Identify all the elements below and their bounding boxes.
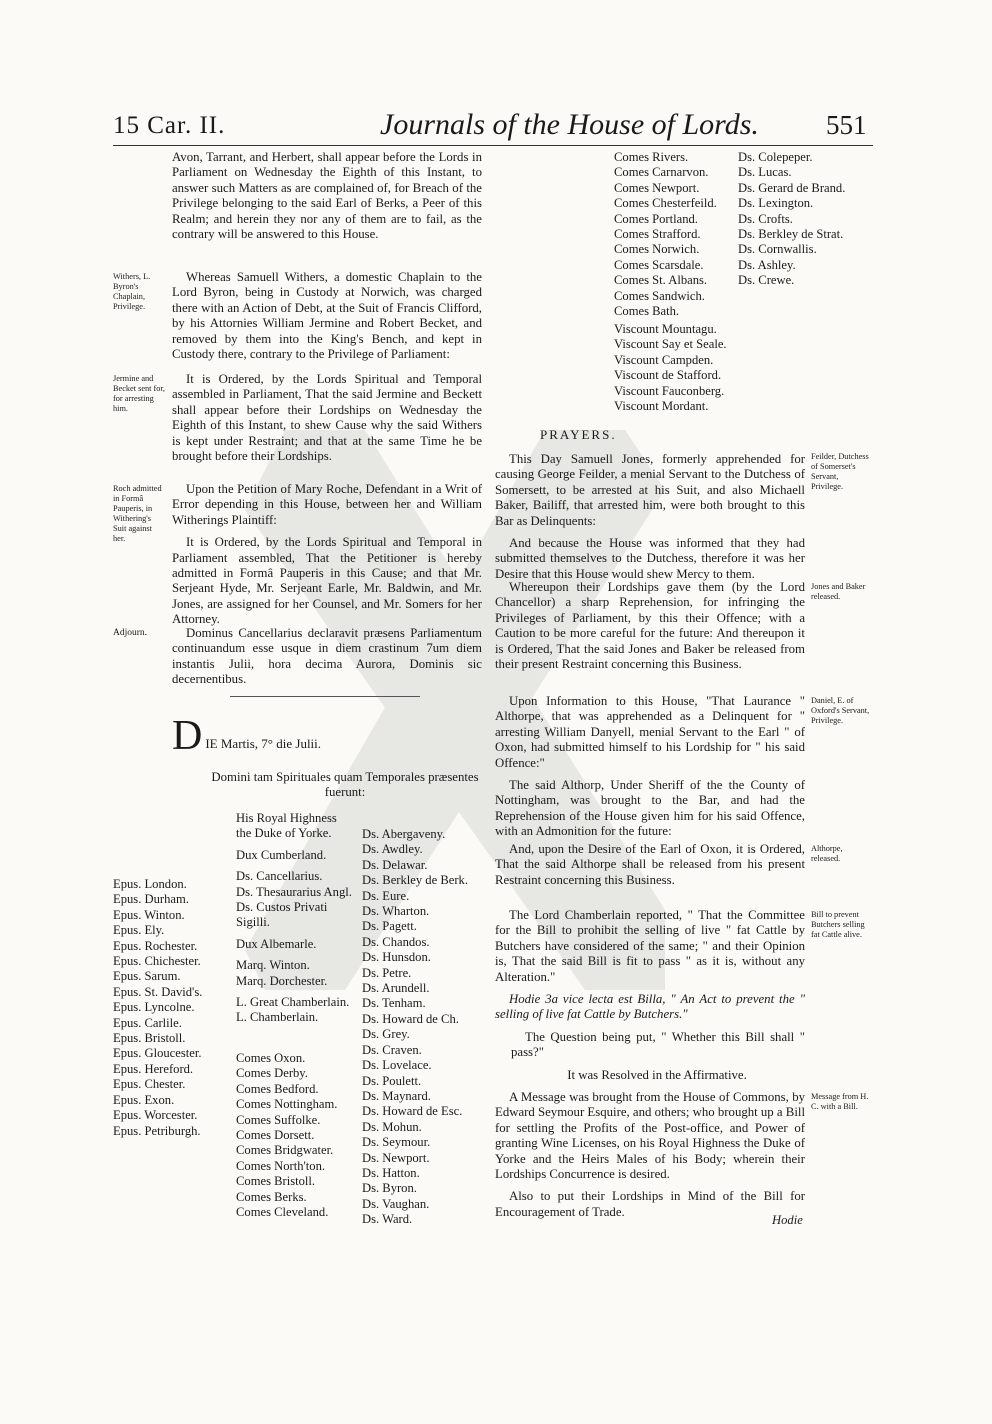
list-item: Epus. Rochester.	[113, 938, 198, 953]
list-item: Comes Derby.	[236, 1066, 308, 1081]
list-item: Ds. Lucas.	[738, 165, 792, 180]
list-item: Epus. Hereford.	[113, 1061, 194, 1076]
list-item: Ds. Awdley.	[362, 842, 423, 857]
list-item: Comes Bridgwater.	[236, 1143, 334, 1158]
list-item: Epus. Lyncolne.	[113, 1000, 195, 1015]
margin-note-daniel: Daniel, E. of Oxford's Servant, Privilege.	[811, 696, 870, 725]
list-item: Marq. Winton.	[236, 958, 310, 973]
catchword: Hodie	[772, 1213, 803, 1227]
list-item: Ds. Colepeper.	[738, 150, 813, 164]
message-paragraphs: A Message was brought from the House of Commons, by Edward Seymour Esquire, and others; who brought up a Bill for settling the Profits of the Post-office, and Power of granting Wine Licenses, on his Royal Highness the Duke of Yorke and the Heirs Males of his Body; wherein their Lordships Concurrence is desired. Also to put their Lordships in Mind of the Bill for Encouragement of Trade.	[495, 1090, 805, 1219]
adjourn-paragraph: Dominus Cancellarius declaravit præsens Parliamentum continuandum esse usque in diem crastinum 7um diem instantis Julii, hora decima Aurora, Dominis sic decernentibus.	[172, 626, 482, 687]
list-item: Viscount Fauconberg.	[614, 383, 725, 398]
barons-list-right	[738, 150, 878, 289]
list-item: Dux Cumberland.	[236, 847, 327, 862]
list-item: L. Chamberlain.	[236, 1010, 319, 1025]
list-item: Ds. Delawar.	[362, 857, 428, 872]
list-item: Ds. Newport.	[362, 1150, 430, 1165]
page-number: 551	[826, 110, 867, 140]
list-item: Dux Albemarle.	[236, 936, 317, 951]
list-item: Ds. Gerard de Brand.	[738, 180, 846, 195]
list-item: Comes Sandwich.	[614, 288, 705, 303]
list-item: Epus. Durham.	[113, 892, 189, 907]
list-item: Comes Bedford.	[236, 1081, 319, 1096]
list-item: Ds. Crewe.	[738, 273, 795, 288]
list-item: Ds. Berkley de Strat.	[738, 227, 844, 242]
margin-note-bill: Bill to prevent Butchers selling fat Cattle alive.	[811, 910, 865, 939]
list-item: Ds. Chandos.	[362, 934, 430, 949]
viscounts-list	[614, 322, 744, 414]
list-item: Comes Bath.	[614, 304, 680, 319]
list-item: Ds. Eure.	[362, 888, 410, 903]
list-item: Comes Norwich.	[614, 242, 700, 257]
date-heading	[172, 713, 472, 759]
list-item: Epus. Ely.	[113, 923, 165, 938]
list-item: Ds. Howard de Esc.	[362, 1104, 463, 1119]
earls-list-right	[614, 150, 739, 319]
jones-order: Whereupon their Lordships gave them (by the Lord Chancellor) a sharp Reprehension, for infringing the Privileges of Parliament, by this their Offence; with a Caution to be more careful for the future: And thereupon it is Ordered, That the said Jones and Baker be released from their present Restraint concerning this Business.	[495, 580, 805, 672]
list-item: Comes Nottingham.	[236, 1097, 338, 1112]
list-item: Marq. Dorchester.	[236, 973, 328, 988]
list-item: Ds. Maynard.	[362, 1088, 431, 1103]
header-rule	[113, 145, 873, 146]
list-item: L. Great Chamberlain.	[236, 995, 350, 1010]
margin-note-jermine: Jermine and Becket sent for, for arresting him.	[113, 374, 165, 413]
list-item: Epus. Bristoll.	[113, 1031, 186, 1046]
list-item: Comes Berks.	[236, 1189, 307, 1204]
list-item: Ds. Grey.	[362, 1027, 410, 1042]
list-item: His Royal Highness	[236, 811, 337, 825]
roch-petition: Upon the Petition of Mary Roche, Defendant in a Writ of Error depending in this House, between her and William Witherings Plaintiff: It is Ordered, by the Lords Spiritual and Temporal in Parliament assembled, That the Petitioner is hereby admitted in Formâ Pauperis in this Cause; and that Mr. Serjeant Hyde, Mr. Serjeant Earle, Mr. Baldwin, and Mr. Jones, are assigned for her Counsel, and Mr. Somers for her Attorney.	[172, 482, 482, 627]
list-item: Ds. Seymour.	[362, 1135, 431, 1150]
domini-line: Domini tam Spirituales quam Temporales præsentes fuerunt:	[211, 770, 479, 800]
list-item: Ds. Lovelace.	[362, 1058, 432, 1073]
list-item: Epus. Chichester.	[113, 954, 201, 969]
list-item: Epus. London.	[113, 877, 187, 891]
reign-label: 15 Car. II.	[113, 112, 226, 139]
list-item: Epus. St. David's.	[113, 984, 203, 999]
list-item: Ds. Custos Privati Sigilli.	[236, 900, 328, 930]
list-item: Comes Suffolke.	[236, 1112, 321, 1127]
page-title: Journals of the House of Lords.	[380, 108, 759, 141]
list-item: Ds. Howard de Ch.	[362, 1011, 459, 1026]
list-item: Comes Oxon.	[236, 1051, 306, 1065]
althorpe-order: And, upon the Desire of the Earl of Oxon, it is Ordered, That the said Althorpe shall be released from his present Restraint concerning this Business.	[495, 842, 805, 887]
list-item: Epus. Winton.	[113, 907, 185, 922]
list-item: Ds. Thesaurarius Angl.	[236, 884, 352, 899]
list-item: Ds. Lexington.	[738, 196, 814, 211]
margin-note-roch: Roch admitted in Formâ Pauperis, in Withering's Suit against her.	[113, 484, 162, 543]
list-item: Comes Bristoll.	[236, 1174, 316, 1189]
list-item: Ds. Ashley.	[738, 257, 796, 272]
drop-cap: D	[172, 713, 203, 759]
list-item: Ds. Crofts.	[738, 211, 793, 226]
list-item: Ds. Ward.	[362, 1212, 413, 1227]
list-item: the Duke of Yorke.	[236, 826, 332, 841]
list-item: Epus. Sarum.	[113, 969, 181, 984]
list-item: Comes Chesterfeild.	[614, 196, 717, 211]
list-item: Comes Rivers.	[614, 150, 689, 164]
section-divider	[230, 696, 420, 697]
list-item: Viscount Say et Seale.	[614, 337, 727, 352]
list-item: Ds. Craven.	[362, 1042, 422, 1057]
margin-note-althorpe: Althorpe, released.	[811, 844, 843, 863]
list-item: Comes Scarsdale.	[614, 257, 704, 272]
bishops-list	[113, 877, 228, 1139]
list-item: Ds. Wharton.	[362, 904, 430, 919]
list-item: Comes Dorsett.	[236, 1128, 315, 1143]
opening-paragraph: Avon, Tarrant, and Herbert, shall appear before the Lords in Parliament on Wednesday the Eighth of this Instant, to answer such Matters as are complained of, for Breach of the Privilege belonging to the said Earl of Berks, a Peer of this Realm; and herein they nor any of them are to fail, as the contrary will be answered to this House.	[172, 150, 482, 242]
list-item: Viscount Mordant.	[614, 399, 709, 414]
list-item: Ds. Vaughan.	[362, 1196, 430, 1211]
list-item: Viscount de Stafford.	[614, 368, 722, 383]
margin-note-adjourn: Adjourn.	[113, 628, 148, 638]
list-item: Viscount Campden.	[614, 352, 714, 367]
withers-paragraph: Whereas Samuell Withers, a domestic Chaplain to the Lord Byron, being in Custody at Norwich, was charged there with an Action of Debt, at the Suit of Francis Clifford, by his Attornies William Jermine and Robert Becket, and removed by them into the King's Bench, and kept in Custody there, contrary to the Privilege of Parliament:	[172, 270, 482, 362]
list-item: Ds. Arundell.	[362, 981, 430, 996]
list-item: Ds. Pagett.	[362, 919, 417, 934]
list-item: Ds. Berkley de Berk.	[362, 873, 468, 888]
list-item: Epus. Carlile.	[113, 1015, 182, 1030]
prayers-heading: PRAYERS.	[540, 427, 617, 442]
list-item: Comes Strafford.	[614, 227, 701, 242]
date-line: IE Martis, 7° die Julii.	[205, 736, 322, 751]
daniel-paragraphs: Upon Information to this House, "That Laurance " Althorpe, that was apprehended as a Delinquent for " arresting William Danyell, menial Servant to the Earl " of Oxon, had submitted himself to his Lordship for " his said Offence:" The said Althorp, Under Sheriff of the the County of Nottingham, was brought to the Bar, and had the Reprehension of the House given him for his said Offence, with an Admonition for the future:	[495, 694, 805, 839]
list-item: Comes Cleveland.	[236, 1205, 329, 1220]
list-item: Ds. Cornwallis.	[738, 242, 817, 257]
margin-note-message: Message from H. C. with a Bill.	[811, 1092, 869, 1111]
jermine-order: It is Ordered, by the Lords Spiritual and Temporal assembled in Parliament, That the said Jermine and Beckett shall appear before their Lordships on Wednesday the Eighth of this Instant, to shew Cause why the said Withers is kept under Restraint; and that at the same Time he be brought before their Lordships.	[172, 372, 482, 464]
list-item: Epus. Gloucester.	[113, 1046, 202, 1061]
list-item: Ds. Abergaveny.	[362, 827, 446, 841]
bill-report: The Lord Chamberlain reported, " That the Committee for the Bill to prohibit the selling of live " fat Cattle by Butchers have considered of the same; " and their Opinion is, That the said Bill is fit to pass " as it is, without any Alteration." Hodie 3a vice lecta est Billa, " An Act to prevent the " selling of live fat Cattle by Butchers." The Question being put, " Whether this Bill shall " pass?" It was Resolved in the Affirmative.	[495, 908, 805, 1082]
list-item: Ds. Byron.	[362, 1181, 417, 1196]
feilder-paragraphs: This Day Samuell Jones, formerly apprehended for causing George Feilder, a menial Servant to the Dutchess of Somersett, to be arrested at his Suit, and also Michaell Baker, Bailiff, that arrested him, were both brought to this Bar as Delinquents: And because the House was informed that they had submitted themselves to the Dutchess, therefore it was her Desire that this House would shew Mercy to them.	[495, 452, 805, 581]
list-item: Comes Carnarvon.	[614, 165, 709, 180]
list-item: Comes St. Albans.	[614, 273, 708, 288]
list-item: Ds. Hatton.	[362, 1165, 420, 1180]
list-item: Comes North'ton.	[236, 1158, 326, 1173]
list-item: Epus. Chester.	[113, 1077, 186, 1092]
earls-list-left	[236, 1051, 356, 1220]
list-item: Ds. Mohun.	[362, 1119, 422, 1134]
list-item: Ds. Cancellarius.	[236, 869, 323, 884]
list-item: Epus. Exon.	[113, 1092, 175, 1107]
officers-list	[236, 811, 356, 1026]
list-item: Ds. Petre.	[362, 965, 412, 980]
list-item: Ds. Tenham.	[362, 996, 426, 1011]
list-item: Ds. Hunsdon.	[362, 950, 431, 965]
list-item: Viscount Mountagu.	[614, 322, 717, 336]
list-item: Epus. Petriburgh.	[113, 1123, 201, 1138]
list-item: Comes Newport.	[614, 180, 700, 195]
margin-note-jones: Jones and Baker released.	[811, 582, 866, 601]
margin-note-withers: Withers, L. Byron's Chaplain, Privilege.	[113, 272, 151, 311]
list-item: Comes Portland.	[614, 211, 698, 226]
list-item: Ds. Poulett.	[362, 1073, 422, 1088]
margin-note-feilder: Feilder, Dutchess of Somerset's Servant, Privilege.	[811, 452, 869, 491]
list-item: Epus. Worcester.	[113, 1108, 198, 1123]
barons-list	[362, 827, 490, 1228]
